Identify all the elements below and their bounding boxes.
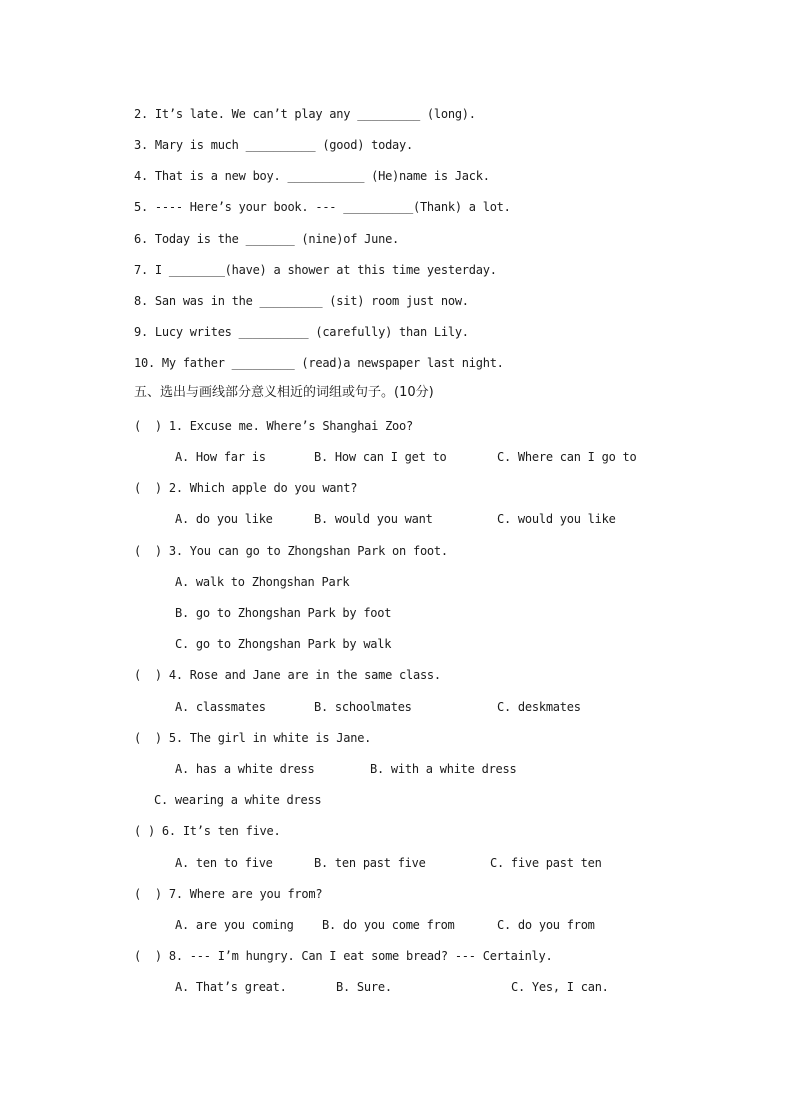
- section-heading: 五、选出与画线部分意义相近的词组或句子。(10分): [134, 385, 434, 400]
- q1-option-a: A. How far is: [175, 450, 266, 464]
- question-8: ( ) 8. --- I’m hungry. Can I eat some bread? --- Certainly.: [134, 949, 553, 963]
- q7-option-b: B. do you come from: [322, 918, 455, 932]
- q3-option-c: C. go to Zhongshan Park by walk: [175, 637, 392, 651]
- q6-option-c: C. five past ten: [490, 856, 602, 870]
- q2-option-c: C. would you like: [497, 512, 616, 526]
- question-6: ( ) 6. It’s ten five.: [134, 824, 281, 838]
- question-5: ( ) 5. The girl in white is Jane.: [134, 731, 372, 745]
- question-1: ( ) 1. Excuse me. Where’s Shanghai Zoo?: [134, 419, 413, 433]
- question-4: ( ) 4. Rose and Jane are in the same class.: [134, 668, 441, 682]
- q6-option-a: A. ten to five: [175, 856, 273, 870]
- q7-option-c: C. do you from: [497, 918, 595, 932]
- q4-option-c: C. deskmates: [497, 700, 581, 714]
- fill-in-item-3: 3. Mary is much __________ (good) today.: [134, 138, 413, 152]
- q3-option-b: B. go to Zhongshan Park by foot: [175, 606, 392, 620]
- question-7: ( ) 7. Where are you from?: [134, 887, 323, 901]
- q5-option-b: B. with a white dress: [370, 762, 517, 776]
- q4-option-a: A. classmates: [175, 700, 266, 714]
- fill-in-item-2: 2. It’s late. We can’t play any _________ (long).: [134, 107, 476, 121]
- q3-option-a: A. walk to Zhongshan Park: [175, 575, 350, 589]
- q1-option-c: C. Where can I go to: [497, 450, 637, 464]
- q8-option-b: B. Sure.: [336, 980, 392, 994]
- question-2: ( ) 2. Which apple do you want?: [134, 481, 358, 495]
- question-3: ( ) 3. You can go to Zhongshan Park on foot.: [134, 544, 448, 558]
- q4-option-b: B. schoolmates: [314, 700, 412, 714]
- q5-option-a: A. has a white dress: [175, 762, 315, 776]
- q2-option-a: A. do you like: [175, 512, 273, 526]
- q7-option-a: A. are you coming: [175, 918, 294, 932]
- q2-option-b: B. would you want: [314, 512, 433, 526]
- fill-in-item-10: 10. My father _________ (read)a newspaper last night.: [134, 356, 504, 370]
- fill-in-item-5: 5. ---- Here’s your book. --- __________(Thank) a lot.: [134, 200, 511, 214]
- q8-option-c: C. Yes, I can.: [511, 980, 609, 994]
- q6-option-b: B. ten past five: [314, 856, 426, 870]
- fill-in-item-8: 8. San was in the _________ (sit) room just now.: [134, 294, 469, 308]
- q1-option-b: B. How can I get to: [314, 450, 447, 464]
- fill-in-item-7: 7. I ________(have) a shower at this time yesterday.: [134, 263, 497, 277]
- fill-in-item-6: 6. Today is the _______ (nine)of June.: [134, 232, 400, 246]
- fill-in-item-4: 4. That is a new boy. ___________ (He)name is Jack.: [134, 169, 490, 183]
- q5-option-c: C. wearing a white dress: [154, 793, 322, 807]
- fill-in-item-9: 9. Lucy writes __________ (carefully) than Lily.: [134, 325, 469, 339]
- q8-option-a: A. That’s great.: [175, 980, 287, 994]
